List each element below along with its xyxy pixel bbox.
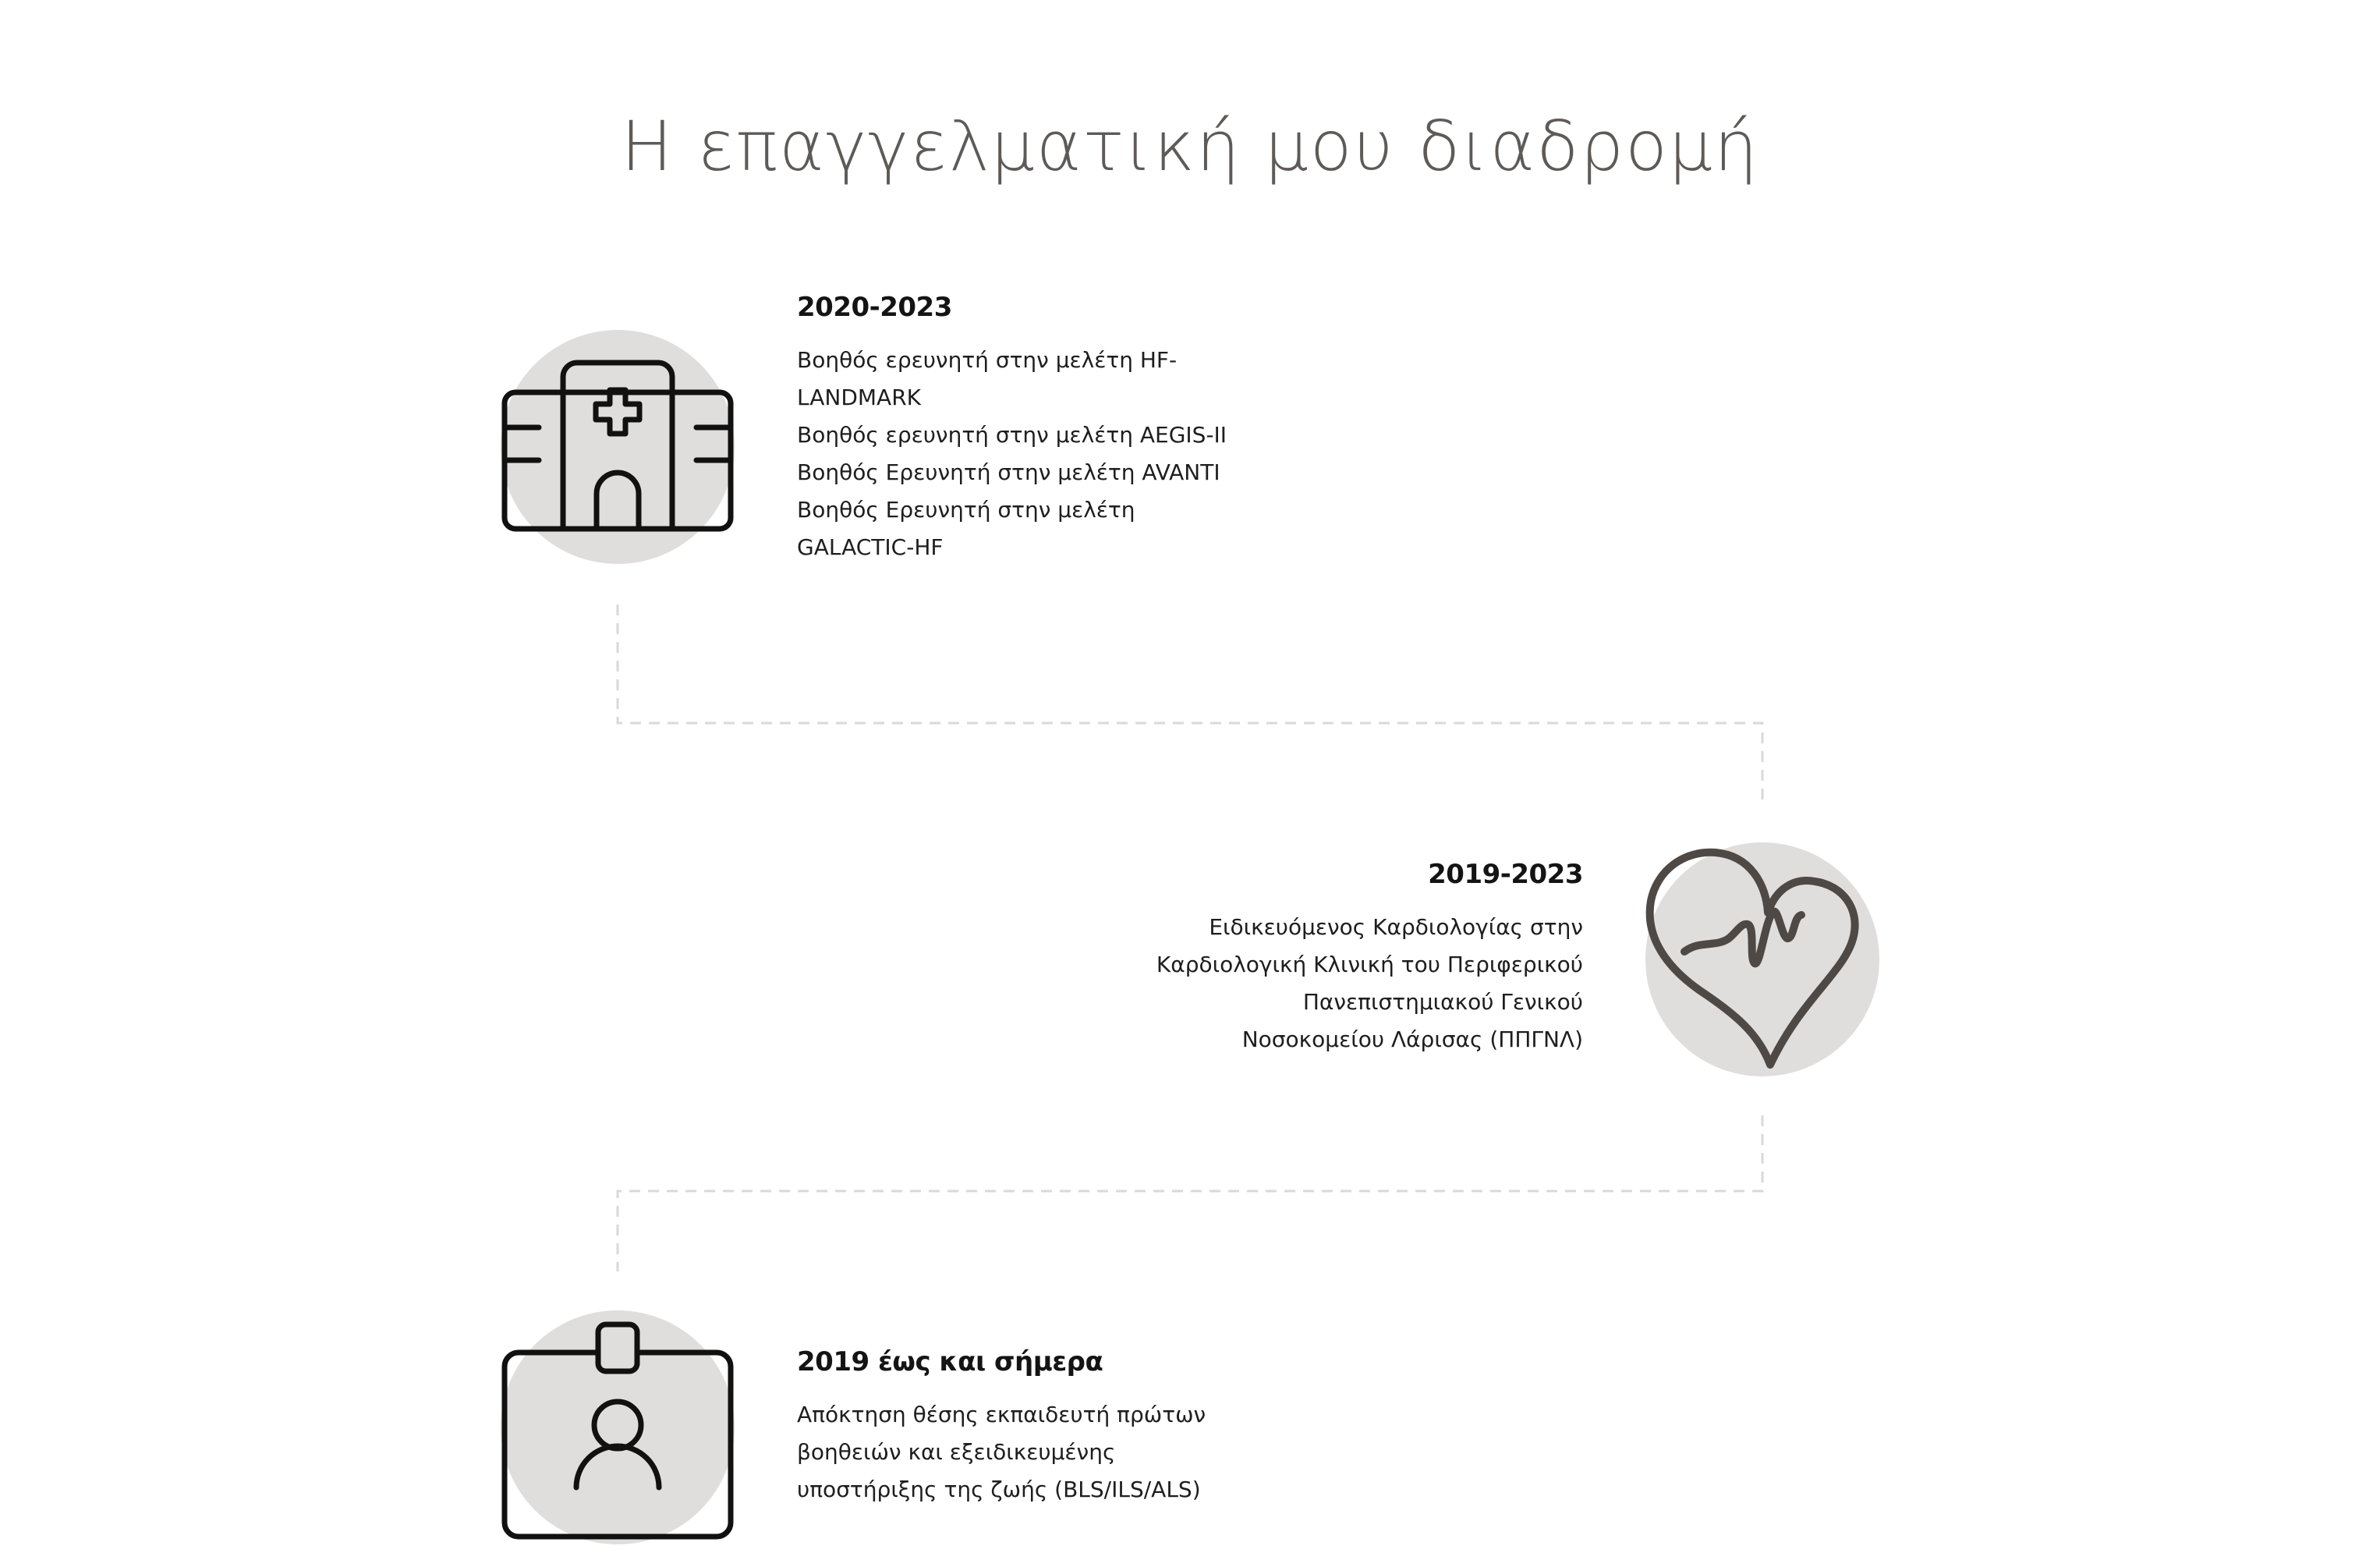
timeline-entry-1: [797, 290, 1234, 566]
entry-year: 2019-2023: [1428, 859, 1583, 890]
entry-line: Βοηθός ερευνητή στην μελέτη AEGIS-II: [797, 422, 1227, 448]
timeline-entry-3: [797, 1345, 1234, 1509]
hospital-icon: [497, 326, 738, 568]
entry-line: Ειδικευόμενος Καρδιολογίας στην: [1209, 914, 1583, 940]
entry-year: 2019 έως και σήμερα: [797, 1346, 1103, 1377]
entry-line: Βοηθός Ερευνητή στην μελέτη: [797, 497, 1135, 523]
entry-line: Απόκτηση θέσης εκπαιδευτή πρώτων: [797, 1402, 1206, 1427]
connector-segment-1: [618, 604, 1762, 803]
entry-description: [797, 1396, 1234, 1509]
entry-line: GALACTIC-HF: [797, 534, 944, 560]
entry-line: Καρδιολογική Κλινική του Περιφερικού: [1156, 952, 1583, 977]
entry-line: υποστήριξης της ζωής (BLS/ILS/ALS): [797, 1477, 1201, 1502]
entry-description: [1146, 909, 1583, 1058]
entry-line: Νοσοκομείου Λάρισας (ΠΠΓΝΛ): [1241, 1026, 1583, 1052]
entry-description: [797, 342, 1234, 566]
entry-line: Πανεπιστημιακού Γενικού: [1302, 989, 1583, 1015]
timeline-node-3: [497, 1306, 738, 1548]
connector-segment-2: [618, 1115, 1762, 1271]
entry-year: 2020-2023: [797, 292, 952, 323]
entry-line: Βοηθός ερευνητή στην μελέτη HF-: [797, 347, 1178, 373]
timeline-node-2: [1642, 838, 1883, 1080]
timeline-node-1: [497, 326, 738, 568]
entry-line: βοηθειών και εξειδικευμένης: [797, 1439, 1116, 1465]
heart-pulse-icon: [1642, 838, 1883, 1080]
entry-line: LANDMARK: [797, 385, 922, 410]
entry-line: Βοηθός Ερευνητή στην μελέτη AVANTI: [797, 459, 1220, 485]
page-title: Η επαγγελματική μου διαδρομή: [621, 106, 1759, 186]
id-badge-icon: [497, 1306, 738, 1548]
timeline-entry-2: [1146, 857, 1583, 1058]
